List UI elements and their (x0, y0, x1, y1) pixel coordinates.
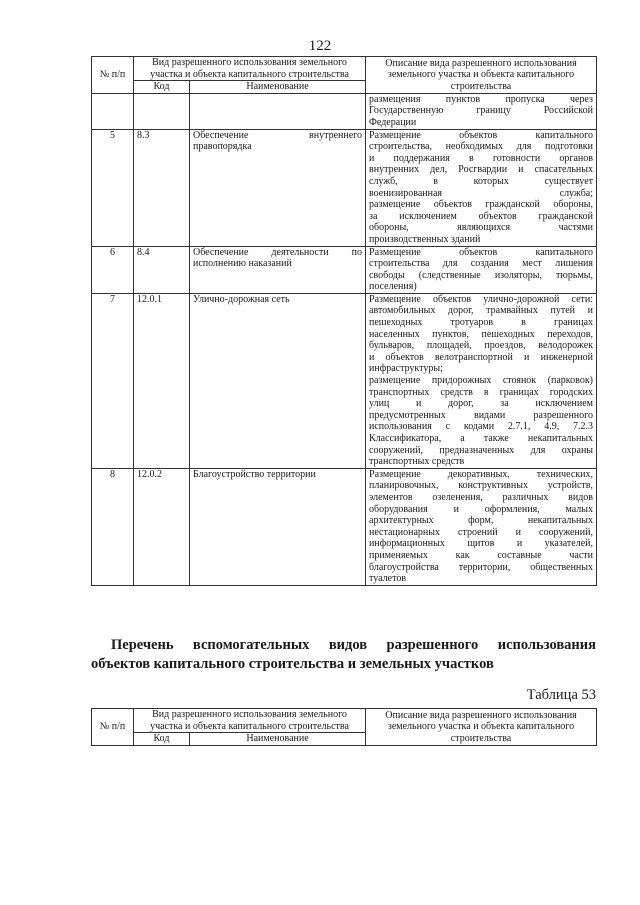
page-number: 122 (308, 38, 332, 54)
cell-num: 8 (92, 468, 134, 585)
table-row-continuation (92, 93, 597, 129)
description-line: обороны, являющихся частями (369, 222, 594, 234)
cell-code: 8.4 (134, 246, 190, 293)
cell-num (92, 93, 134, 129)
name-line: Благоустройство территории (193, 468, 316, 480)
description-line: информационных щитов и указателей, (369, 538, 594, 550)
description-line: Государственную границу Российской (369, 105, 594, 117)
cell-name (190, 246, 366, 293)
cell-description (366, 293, 597, 468)
description-line: пешеходных тротуаров в границах (369, 317, 594, 329)
list-title-line: объектов капитального строительства и земельных участков (91, 656, 494, 672)
cell-num: 6 (92, 246, 134, 293)
header-num: № п/п (92, 709, 134, 746)
description-line: размещение объектов гражданской обороны, (369, 199, 594, 211)
cell-code: 12.0.1 (134, 293, 190, 468)
description-line: улиц и дорог, за исключением (369, 398, 594, 410)
description-line: Размещение объектов улично-дорожной сети: (369, 293, 594, 305)
description-line: поселения) (369, 281, 417, 293)
description-line: архитектурных форм, некапитальных (369, 515, 594, 527)
description-line: Классификатора, а также некапитальных (369, 433, 594, 444)
header-description: Описание вида разрешенного использования земельного участка и объекта капитального строительства (366, 57, 597, 94)
description-line: применяемых как составные части (369, 549, 594, 561)
description-line: сооружений, предназначенных для охраны (369, 444, 594, 456)
cell-name (190, 293, 366, 468)
name-line: Улично-дорожная сеть (193, 293, 290, 305)
description-line: туалетов (369, 573, 407, 585)
cell-name (190, 129, 366, 246)
description-line: производственных зданий (369, 233, 481, 245)
description-line: внутренних дел, Росгвардии и спасательных (369, 164, 594, 176)
description-line: населенных пунктов, пешеходных переходов, (369, 328, 594, 340)
header-usage-type: Вид разрешенного использования земельного участка и объекта капитального строительства (134, 57, 366, 81)
description-line: служб, в которых существует (369, 175, 594, 187)
cell-code (134, 93, 190, 129)
description-line: транспортных средств (369, 456, 465, 468)
description-line: размещение придорожных стоянок (парковок) (369, 375, 594, 387)
description-line: Размещение декоративных, технических, (369, 468, 594, 480)
description-line: и поддержания в готовности органов (369, 152, 594, 164)
header-description: Описание вида разрешенного использования земельного участка и объекта капитального строительства (366, 709, 597, 746)
description-line: автомобильных дорог, трамвайных путей и (369, 305, 594, 317)
name-line: исполнению наказаний (193, 258, 292, 270)
description-line: свободы (следственные изоляторы, тюрьмы, (369, 269, 594, 281)
name-line: Обеспечение внутреннего (193, 129, 363, 141)
description-line: Федерации (369, 116, 417, 128)
cell-description (366, 129, 597, 246)
description-line: строительства, необходимых для подготовки (369, 141, 594, 153)
description-line: элементов озеленения, различных видов (369, 491, 594, 503)
auxiliary-usage-table (91, 708, 597, 746)
header-code: Код (134, 81, 190, 94)
cell-name (190, 468, 366, 585)
table-row (92, 129, 597, 246)
cell-description-continuation (366, 93, 597, 129)
description-line: и объектов велотранспортной и инженерной (369, 351, 594, 363)
cell-num: 7 (92, 293, 134, 468)
table-label: Таблица 53 (526, 687, 596, 703)
description-line: за исключением объектов гражданской (369, 210, 594, 222)
description-line: строительства для создания мест лишения (369, 258, 594, 270)
cell-description (366, 468, 597, 585)
table-row (92, 293, 597, 468)
description-line: Размещение объектов капитального (369, 246, 594, 258)
description-line: благоустройства территории, общественных (369, 561, 594, 573)
cell-name (190, 93, 366, 129)
header-name: Наименование (190, 733, 366, 746)
name-line: Обеспечение деятельности по (193, 246, 363, 258)
cell-description (366, 246, 597, 293)
name-line: правопорядка (193, 141, 252, 153)
table-row (92, 468, 597, 585)
header-code: Код (134, 733, 190, 746)
list-title-line: Перечень вспомогательных видов разрешенного использования (111, 637, 596, 653)
cell-code: 8.3 (134, 129, 190, 246)
usage-table (91, 56, 597, 586)
list-title (91, 636, 596, 674)
description-line: предусмотренных видами разрешенного (369, 409, 594, 421)
description-line: нестационарных строений и сооружений, (369, 526, 594, 538)
table-row (92, 246, 597, 293)
description-line: планировочных, конструктивных устройств, (369, 480, 594, 492)
description-line: военизированная служба; (369, 187, 594, 199)
description-line: инфраструктуры; (369, 363, 443, 375)
description-line: транспортных средств в границах городских (369, 386, 594, 398)
description-line: использования с кодами 2.7.1, 4.9, 7.2.3 (369, 421, 594, 433)
header-num: № п/п (92, 57, 134, 94)
description-line: Размещение объектов капитального (369, 129, 594, 141)
header-name: Наименование (190, 81, 366, 94)
cell-code: 12.0.2 (134, 468, 190, 585)
header-usage-type: Вид разрешенного использования земельного участка и объекта капитального строительства (134, 709, 366, 733)
description-line: оборудования и оформления, малых (369, 503, 594, 515)
cell-num: 5 (92, 129, 134, 246)
description-line: бульваров, площадей, проездов, велодорожек (369, 340, 594, 352)
description-line: размещения пунктов пропуска через (369, 93, 594, 105)
table-body (92, 93, 597, 585)
